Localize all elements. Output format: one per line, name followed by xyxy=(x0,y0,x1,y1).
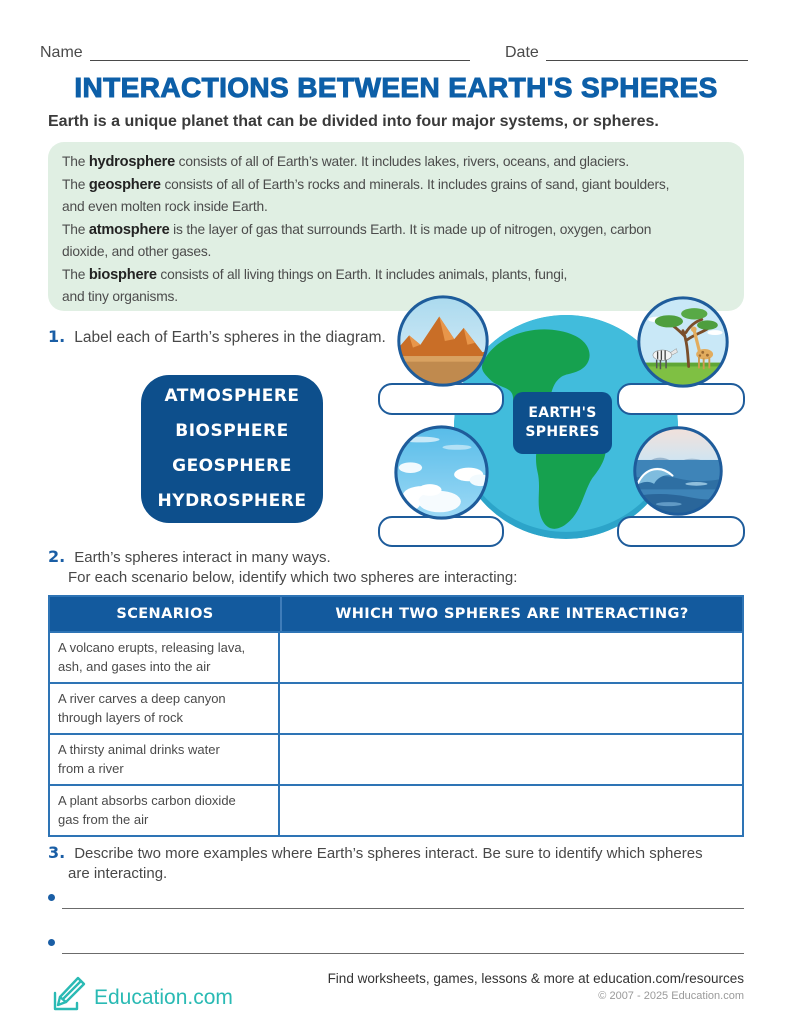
bullet-icon xyxy=(48,894,55,901)
answer-cell[interactable] xyxy=(280,735,742,784)
page-title: INTERACTIONS BETWEEN EARTH'S SPHERES xyxy=(74,72,718,103)
question-2-number: 2. xyxy=(48,547,66,566)
name-label: Name xyxy=(40,44,83,61)
bullet-icon xyxy=(48,939,55,946)
question-3-text-line2: are interacting. xyxy=(68,865,168,882)
question-1 xyxy=(48,327,386,347)
header-interacting: WHICH TWO SPHERES ARE INTERACTING? xyxy=(280,597,742,631)
scenario-cell: A thirsty animal drinks water from a river xyxy=(50,735,280,784)
question-2-text-line2: For each scenario below, identify which two spheres are interacting: xyxy=(68,569,518,586)
definition-line: The geosphere consists of all of Earth’s rocks and minerals. It includes grains of sand, giant boulders, and even molten rock inside Earth. xyxy=(62,176,670,214)
question-2 xyxy=(48,547,331,566)
question-1-text: Label each of Earth’s spheres in the diagram. xyxy=(74,329,386,346)
question-3-number: 3. xyxy=(48,843,66,862)
name-blank-line[interactable] xyxy=(90,60,470,61)
page-subtitle: Earth is a unique planet that can be divided into four major systems, or spheres. xyxy=(48,113,659,130)
diagram-center-label: EARTH'S SPHERES xyxy=(513,392,612,454)
answer-cell[interactable] xyxy=(280,633,742,682)
question-1-number: 1. xyxy=(48,327,66,346)
definition-line: The biosphere consists of all living things on Earth. It includes animals, plants, fungi, and tiny organisms. xyxy=(62,266,568,304)
definitions-box xyxy=(48,142,744,311)
header-scenarios: SCENARIOS xyxy=(116,606,214,622)
question-3-text-line1: Describe two more examples where Earth’s spheres interact. Be sure to identify which spheres xyxy=(74,845,703,862)
date-label: Date xyxy=(505,44,539,61)
question-3-line2-row xyxy=(68,865,167,882)
scenario-table xyxy=(48,595,744,837)
question-3 xyxy=(48,843,703,862)
table-row xyxy=(50,682,742,733)
atmosphere-image xyxy=(393,424,490,521)
scenario-cell: A river carves a deep canyon through layers of rock xyxy=(50,684,280,733)
footer-tagline: Find worksheets, games, lessons & more at education.com/resources xyxy=(327,971,744,986)
scenario-table-header xyxy=(50,597,742,631)
table-row xyxy=(50,733,742,784)
question-2-text-line1: Earth’s spheres interact in many ways. xyxy=(74,549,331,566)
scenario-cell: A volcano erupts, releasing lava, ash, and gases into the air xyxy=(50,633,280,682)
education-brand-text[interactable]: Education.com xyxy=(94,986,233,1009)
table-row xyxy=(50,631,742,682)
word-bank-item: ATMOSPHERE xyxy=(164,386,300,406)
education-logo-icon xyxy=(47,971,91,1015)
geosphere-image xyxy=(396,294,490,388)
hydrosphere-image xyxy=(632,425,724,517)
word-bank-item: BIOSPHERE xyxy=(175,421,289,441)
answer-write-line-2[interactable] xyxy=(62,953,744,954)
answer-cell[interactable] xyxy=(280,786,742,835)
scenario-cell: A plant absorbs carbon dioxide gas from the air xyxy=(50,786,280,835)
answer-cell[interactable] xyxy=(280,684,742,733)
answer-write-line-1[interactable] xyxy=(62,908,744,909)
table-row xyxy=(50,784,742,835)
word-bank xyxy=(141,375,323,523)
label-box-hydrosphere[interactable] xyxy=(617,516,745,547)
word-bank-item: HYDROSPHERE xyxy=(157,491,307,511)
date-blank-line[interactable] xyxy=(546,60,748,61)
biosphere-image xyxy=(636,295,730,389)
definition-line: The hydrosphere consists of all of Earth’s water. It includes lakes, rivers, oceans, and glaciers. xyxy=(62,154,630,170)
footer-info xyxy=(328,971,744,1002)
question-2-line2-row xyxy=(68,569,517,586)
definition-line: The atmosphere is the layer of gas that surrounds Earth. It is made up of nitrogen, oxygen, carbon dioxide, and other gases. xyxy=(62,221,652,259)
footer-copyright: © 2007 - 2025 Education.com xyxy=(598,990,744,1002)
scenario-table-body xyxy=(50,631,742,835)
word-bank-item: GEOSPHERE xyxy=(172,456,292,476)
